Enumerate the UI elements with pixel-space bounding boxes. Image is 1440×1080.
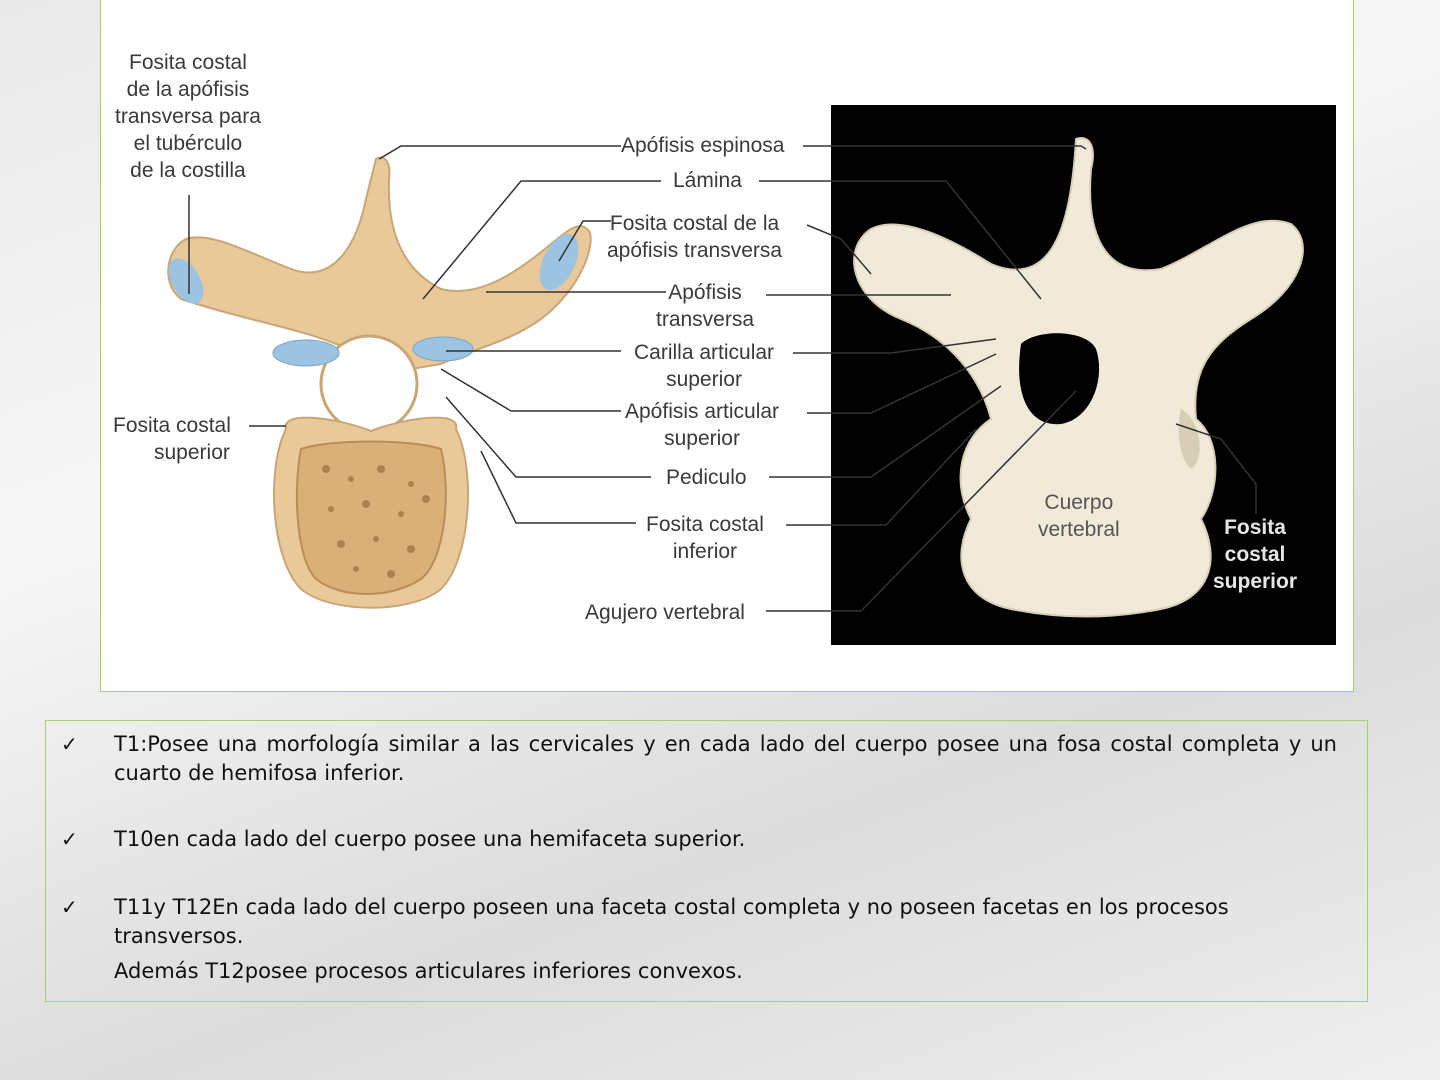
label-line: Fosita — [1224, 516, 1286, 539]
bullet-text: T11y T12En cada lado del cuerpo poseen una faceta costal completa y no poseen facetas en los procesos transversos. — [114, 895, 1229, 948]
vertebra-drawing — [161, 158, 590, 608]
label-fosita-costal-superior-left — [113, 412, 231, 466]
label-line: Cuerpo — [1044, 491, 1114, 514]
label-line: Carilla articular — [634, 341, 775, 364]
label-apofisis-transversa — [656, 279, 754, 333]
label-agujero-vertebral: Agujero vertebral — [585, 601, 745, 624]
vertebra-figure — [100, 0, 1354, 692]
bullet-text: T10en cada lado del cuerpo posee una hemifaceta superior. — [114, 827, 746, 851]
label-cuerpo-vertebral — [1038, 489, 1120, 543]
label-line: Fosita costal de la — [609, 212, 780, 235]
label-fosita-costal-superior-right — [1213, 514, 1297, 595]
label-fosita-costal-inferior — [646, 511, 764, 565]
bullet-text: T1:Posee una morfología similar a las cervicales y en cada lado del cuerpo posee una fosa costal completa y un cuarto de hemifosa inferior. — [114, 732, 1337, 785]
label-line: vertebral — [1038, 518, 1120, 541]
label-line: transversa para — [115, 105, 261, 128]
checkmark-icon: ✓ — [61, 895, 78, 919]
notes-box — [45, 720, 1368, 1002]
label-line: superior — [666, 368, 742, 391]
label-line: Apófisis articular — [625, 400, 780, 423]
label-fosita-costal-apofisis — [115, 49, 261, 184]
label-lamina: Lámina — [673, 169, 742, 192]
label-line: transversa — [656, 308, 755, 331]
label-line: superior — [664, 427, 740, 450]
label-fosita-costal-transversa — [607, 210, 782, 264]
label-line: Apófisis — [668, 281, 742, 304]
label-line: Fosita costal — [646, 513, 764, 536]
label-line: superior — [1213, 570, 1298, 593]
label-pediculo: Pediculo — [666, 466, 747, 489]
label-apofisis-espinosa: Apófisis espinosa — [621, 134, 785, 157]
label-apofisis-articular — [625, 398, 779, 452]
bullet-text: Además T12posee procesos articulares inferiores convexos. — [114, 959, 743, 983]
label-line: superior — [154, 441, 230, 464]
checkmark-icon: ✓ — [61, 827, 78, 851]
label-line: apófisis transversa — [607, 239, 783, 262]
label-line: el tubérculo — [133, 132, 243, 155]
label-line: costal — [1224, 543, 1286, 566]
label-line: Fosita costal — [129, 51, 247, 74]
label-line: de la costilla — [130, 159, 246, 182]
label-line: Fosita costal — [113, 414, 231, 437]
label-line: de la apófisis — [126, 78, 250, 101]
label-carilla-articular — [634, 339, 774, 393]
label-line: inferior — [672, 540, 738, 563]
checkmark-icon: ✓ — [61, 732, 78, 756]
